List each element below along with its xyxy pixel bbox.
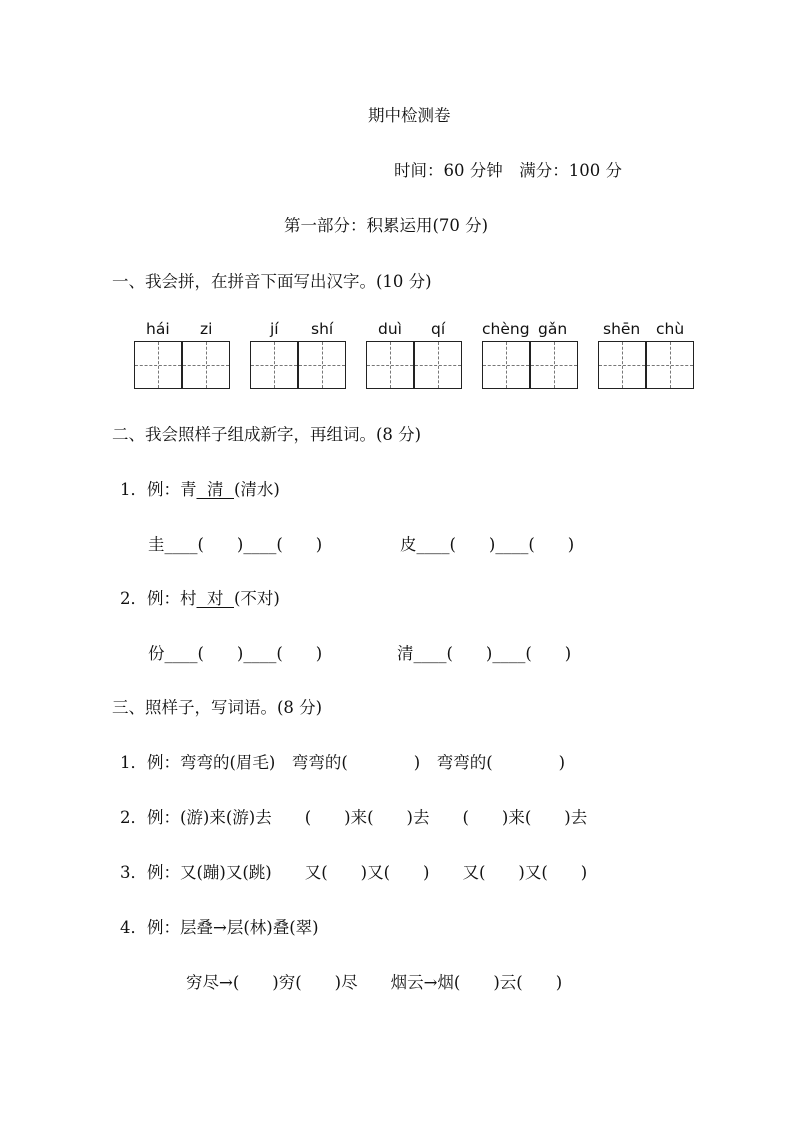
writing-grid-box[interactable]: [646, 341, 694, 389]
example-answer: 清: [207, 480, 224, 499]
q2-row-2b: 清____( )____( ): [397, 644, 572, 663]
writing-grid-box[interactable]: [298, 341, 346, 389]
item-number: 1．: [120, 480, 147, 499]
example-label: 例：青: [147, 480, 197, 499]
q3-row-4: 穷尽→( )穷( )尽 烟云→烟( )云( ): [186, 973, 563, 992]
exam-meta: 时间：60 分钟 满分：100 分: [394, 161, 622, 180]
item-text: 例：弯弯的(眉毛) 弯弯的( ) 弯弯的( ): [147, 753, 566, 772]
item-number: 4．: [120, 918, 147, 937]
question-1-heading: 一、我会拼，在拼音下面写出汉字。(10 分): [112, 272, 432, 291]
q2-example-1: [120, 480, 280, 500]
q3-item-1: [120, 753, 565, 773]
pinyin-dui: duì: [378, 320, 402, 338]
example-word: (清水): [234, 480, 280, 499]
writing-grid-box[interactable]: [250, 341, 298, 389]
pinyin-ji: jí: [270, 320, 279, 338]
example-answer: 对: [207, 589, 224, 608]
pinyin-gan: gǎn: [538, 320, 568, 338]
q3-item-4: [120, 918, 319, 938]
question-3-heading: 三、照样子，写词语。(8 分): [112, 698, 323, 717]
writing-grid-box[interactable]: [366, 341, 414, 389]
q3-item-2: [120, 808, 587, 828]
question-2-heading: 二、我会照样子组成新字，再组词。(8 分): [112, 425, 422, 444]
pinyin-hai: hái: [146, 320, 170, 338]
example-label: 例：村: [147, 589, 197, 608]
q2-row-1a: 圭____( )____( ): [148, 535, 323, 554]
part-heading: 第一部分：积累运用(70 分): [284, 216, 489, 235]
writing-grid-box[interactable]: [482, 341, 530, 389]
pinyin-chu: chù: [656, 320, 685, 338]
item-number: 1．: [120, 753, 147, 772]
writing-grid-box[interactable]: [134, 341, 182, 389]
q2-row-1b: 皮____( )____( ): [400, 535, 575, 554]
pinyin-shi: shí: [311, 320, 334, 338]
item-number: 2．: [120, 808, 147, 827]
item-number: 3．: [120, 863, 147, 882]
item-text: 例：层叠→层(林)叠(翠): [147, 918, 319, 937]
item-text: 例：又(蹦)又(跳) 又( )又( ) 又( )又( ): [147, 863, 588, 882]
writing-grid-box[interactable]: [414, 341, 462, 389]
item-number: 2．: [120, 589, 147, 608]
writing-grid-box[interactable]: [530, 341, 578, 389]
writing-grid-box[interactable]: [182, 341, 230, 389]
q2-example-2: [120, 589, 280, 609]
pinyin-zi: zi: [200, 320, 213, 338]
writing-grid-box[interactable]: [598, 341, 646, 389]
pinyin-shen: shēn: [603, 320, 641, 338]
item-text: 例：(游)来(游)去 ( )来( )去 ( )来( )去: [147, 808, 588, 827]
example-word: (不对): [234, 589, 280, 608]
page-title: 期中检测卷: [368, 106, 451, 125]
q2-row-2a: 份____( )____( ): [148, 644, 323, 663]
q3-item-3: [120, 863, 587, 883]
pinyin-cheng: chèng: [482, 320, 530, 338]
pinyin-qi: qí: [431, 320, 446, 338]
